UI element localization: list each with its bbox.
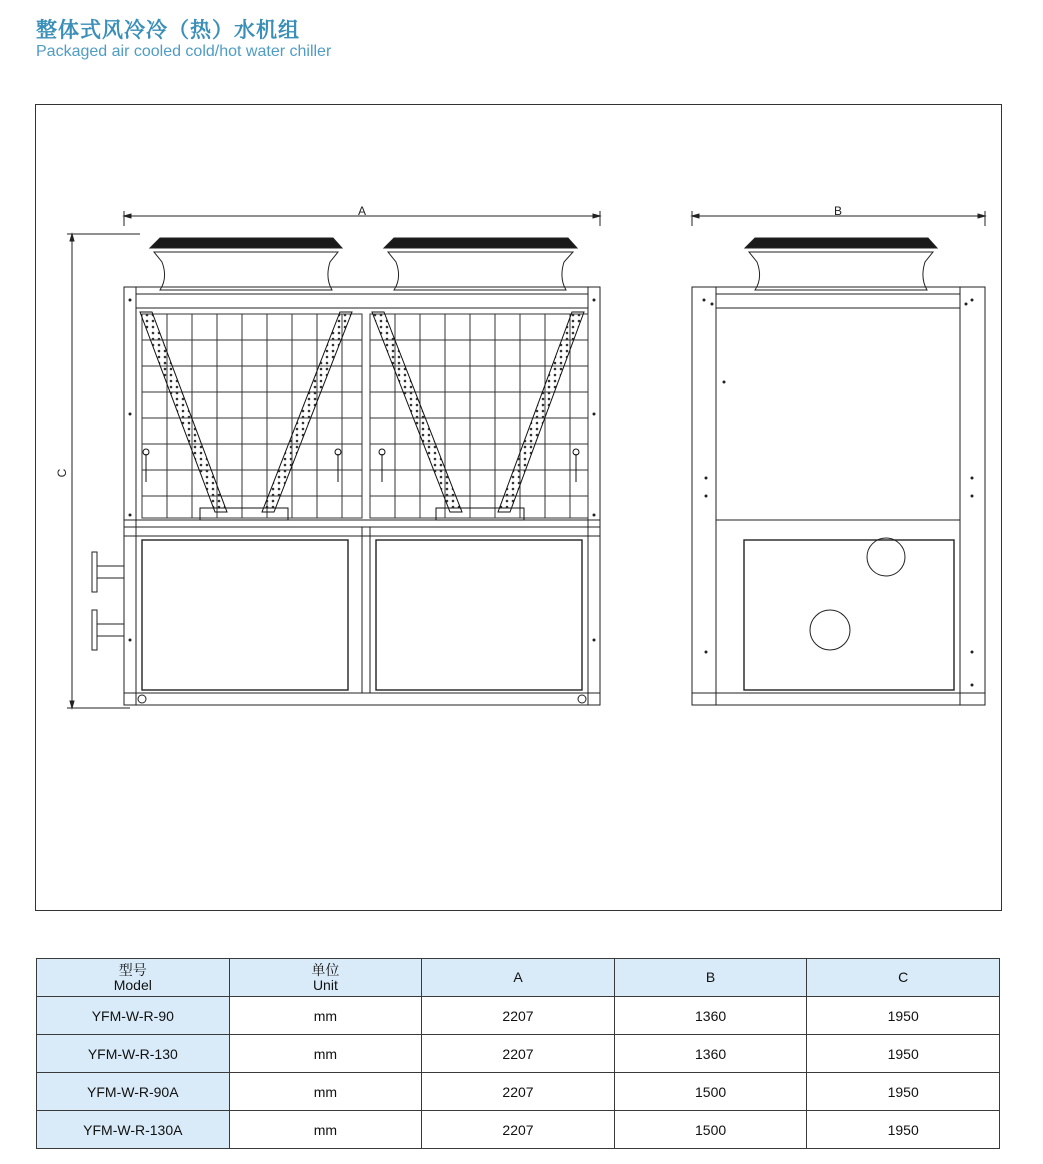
cell-c: 1950 (807, 1035, 1000, 1073)
pipe-opening-upper (867, 538, 905, 576)
cell-a: 2207 (422, 1073, 615, 1111)
table-row (37, 1035, 1000, 1073)
header-c: C (807, 959, 1000, 997)
cell-b: 1500 (614, 1073, 807, 1111)
cell-model: YFM-W-R-130A (37, 1111, 230, 1149)
cell-model: YFM-W-R-130 (37, 1035, 230, 1073)
lower-panel-right (376, 540, 582, 690)
dimension-table (36, 958, 1000, 1149)
header-model: 型号 Model (37, 959, 230, 997)
header-a: A (422, 959, 615, 997)
dimension-a-label: A (357, 204, 367, 218)
table-header-row (37, 959, 1000, 997)
dimension-c-label: C (55, 468, 69, 478)
table-row (37, 997, 1000, 1035)
grille-right (370, 314, 588, 518)
cell-a: 2207 (422, 1111, 615, 1149)
dimension-b-label: B (833, 204, 843, 218)
cell-model: YFM-W-R-90 (37, 997, 230, 1035)
cell-unit: mm (229, 1073, 422, 1111)
cell-b: 1500 (614, 1111, 807, 1149)
cell-unit: mm (229, 1111, 422, 1149)
table-row (37, 1111, 1000, 1149)
pipe-opening-lower (810, 610, 850, 650)
lower-panel-left (142, 540, 348, 690)
cell-c: 1950 (807, 997, 1000, 1035)
header-unit: 单位 Unit (229, 959, 422, 997)
cell-unit: mm (229, 1035, 422, 1073)
cell-model: YFM-W-R-90A (37, 1073, 230, 1111)
cell-c: 1950 (807, 1073, 1000, 1111)
page-subtitle: Packaged air cooled cold/hot water chiller (36, 43, 332, 60)
header-b: B (614, 959, 807, 997)
cell-a: 2207 (422, 997, 615, 1035)
fan-right (384, 238, 577, 290)
cell-b: 1360 (614, 997, 807, 1035)
page-title: 整体式风冷冷（热）水机组 (36, 18, 300, 42)
cell-a: 2207 (422, 1035, 615, 1073)
cell-c: 1950 (807, 1111, 1000, 1149)
fan-left (150, 238, 342, 290)
table-row (37, 1073, 1000, 1111)
side-view (692, 204, 985, 705)
front-view (55, 204, 600, 708)
cell-b: 1360 (614, 1035, 807, 1073)
water-connections (92, 552, 124, 650)
cell-unit: mm (229, 997, 422, 1035)
fan-side (745, 238, 937, 290)
